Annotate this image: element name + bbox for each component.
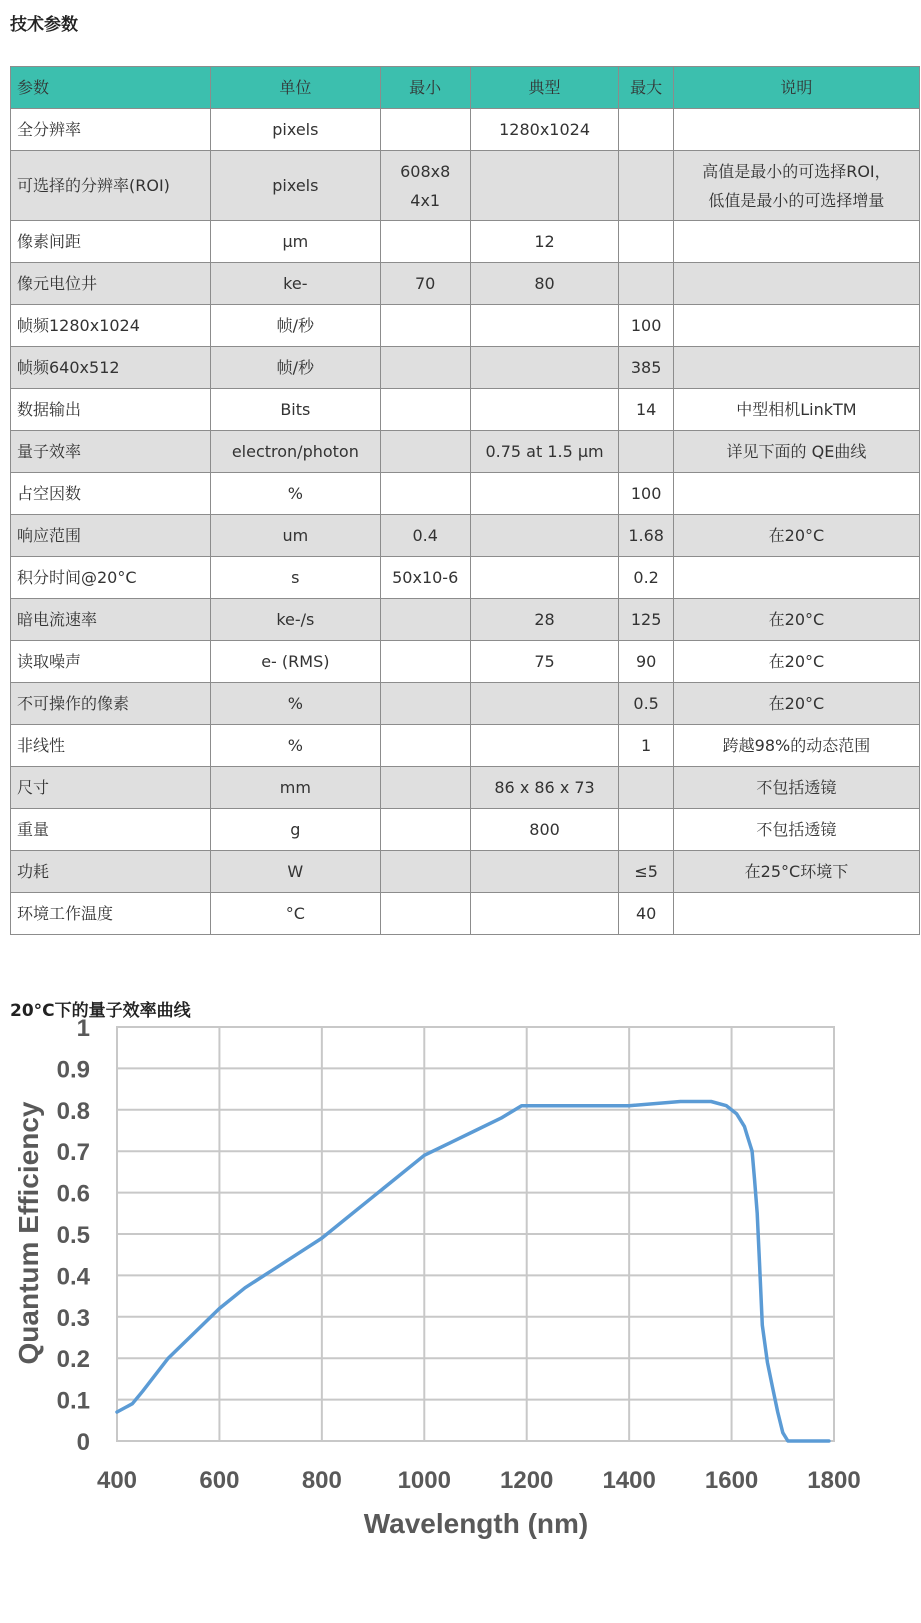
table-cell: 可选择的分辨率(ROI) bbox=[11, 151, 211, 221]
table-cell bbox=[380, 893, 470, 935]
table-cell bbox=[380, 599, 470, 641]
table-cell bbox=[673, 473, 919, 515]
table-cell bbox=[470, 893, 619, 935]
table-cell: 1280x1024 bbox=[470, 109, 619, 151]
table-body bbox=[11, 109, 920, 935]
header-max: 最大 bbox=[619, 67, 673, 109]
table-cell bbox=[380, 725, 470, 767]
table-cell: 不包括透镜 bbox=[673, 767, 919, 809]
table-cell: 高值是最小的可选择ROI， 低值是最小的可选择增量 bbox=[673, 151, 919, 221]
table-row bbox=[11, 263, 920, 305]
table-cell bbox=[619, 809, 673, 851]
table-cell bbox=[470, 725, 619, 767]
table-cell: 608x8 4x1 bbox=[380, 151, 470, 221]
table-cell: 重量 bbox=[11, 809, 211, 851]
table-cell bbox=[619, 151, 673, 221]
table-cell bbox=[470, 851, 619, 893]
table-cell: 90 bbox=[619, 641, 673, 683]
table-cell: 功耗 bbox=[11, 851, 211, 893]
table-row bbox=[11, 893, 920, 935]
table-cell: 100 bbox=[619, 473, 673, 515]
table-cell: 占空因数 bbox=[11, 473, 211, 515]
x-tick-label: 1200 bbox=[500, 1467, 554, 1494]
table-cell: 读取噪声 bbox=[11, 641, 211, 683]
table-cell bbox=[470, 557, 619, 599]
table-cell: 帧频1280x1024 bbox=[11, 305, 211, 347]
table-cell bbox=[380, 431, 470, 473]
table-cell: ke-/s bbox=[211, 599, 381, 641]
table-cell bbox=[470, 389, 619, 431]
table-cell: 28 bbox=[470, 599, 619, 641]
table-cell bbox=[380, 767, 470, 809]
table-cell: 不可操作的像素 bbox=[11, 683, 211, 725]
y-tick-label: 0.7 bbox=[56, 1139, 90, 1167]
table-cell: % bbox=[211, 473, 381, 515]
table-cell: 1 bbox=[619, 725, 673, 767]
table-cell: 详见下面的 QE曲线 bbox=[673, 431, 919, 473]
y-tick-label: 0.6 bbox=[56, 1180, 90, 1208]
table-row bbox=[11, 109, 920, 151]
y-tick-label: 0.2 bbox=[56, 1346, 90, 1374]
table-cell: 在25°C环境下 bbox=[673, 851, 919, 893]
table-row bbox=[11, 809, 920, 851]
table-row bbox=[11, 599, 920, 641]
table-cell bbox=[619, 109, 673, 151]
x-tick-label: 1000 bbox=[397, 1467, 451, 1494]
table-cell bbox=[673, 557, 919, 599]
table-cell: 在20°C bbox=[673, 515, 919, 557]
y-tick-label: 0.8 bbox=[56, 1097, 90, 1125]
table-cell bbox=[470, 683, 619, 725]
y-tick-label: 0 bbox=[76, 1429, 90, 1456]
table-row bbox=[11, 641, 920, 683]
table-cell: um bbox=[211, 515, 381, 557]
table-row bbox=[11, 767, 920, 809]
header-min: 最小 bbox=[380, 67, 470, 109]
table-cell: W bbox=[211, 851, 381, 893]
table-cell bbox=[380, 109, 470, 151]
table-header-row bbox=[11, 67, 920, 109]
table-cell bbox=[380, 809, 470, 851]
table-cell: 14 bbox=[619, 389, 673, 431]
x-tick-label: 400 bbox=[96, 1467, 138, 1494]
table-cell bbox=[380, 221, 470, 263]
table-cell bbox=[470, 515, 619, 557]
table-cell: 像元电位井 bbox=[11, 263, 211, 305]
table-cell bbox=[470, 347, 619, 389]
table-row bbox=[11, 347, 920, 389]
table-cell: 帧/秒 bbox=[211, 347, 381, 389]
table-row bbox=[11, 725, 920, 767]
y-tick-label: 0.1 bbox=[56, 1387, 90, 1415]
table-cell bbox=[380, 851, 470, 893]
x-tick-label: 1600 bbox=[704, 1467, 759, 1494]
table-cell: 在20°C bbox=[673, 683, 919, 725]
table-cell: ke- bbox=[211, 263, 381, 305]
header-note: 说明 bbox=[673, 67, 919, 109]
x-axis-label: Wavelength (nm) bbox=[363, 1508, 589, 1539]
table-cell: 385 bbox=[619, 347, 673, 389]
table-cell: 尺寸 bbox=[11, 767, 211, 809]
table-cell bbox=[470, 151, 619, 221]
table-row bbox=[11, 221, 920, 263]
table-cell bbox=[673, 221, 919, 263]
table-cell: 0.2 bbox=[619, 557, 673, 599]
table-cell: 50x10-6 bbox=[380, 557, 470, 599]
table-cell: pixels bbox=[211, 151, 381, 221]
table-cell: 跨越98%的动态范围 bbox=[673, 725, 919, 767]
table-cell: 12 bbox=[470, 221, 619, 263]
header-unit: 单位 bbox=[211, 67, 381, 109]
table-cell: Bits bbox=[211, 389, 381, 431]
x-tick-label: 1800 bbox=[807, 1467, 861, 1494]
table-cell: µm bbox=[211, 221, 381, 263]
table-cell: 1.68 bbox=[619, 515, 673, 557]
table-cell: 86 x 86 x 73 bbox=[470, 767, 619, 809]
table-cell: 100 bbox=[619, 305, 673, 347]
table-cell bbox=[380, 641, 470, 683]
table-cell bbox=[673, 347, 919, 389]
table-cell: 像素间距 bbox=[11, 221, 211, 263]
x-tick-labels bbox=[97, 1467, 861, 1494]
y-tick-label: 0.4 bbox=[56, 1263, 90, 1291]
table-cell: 数据输出 bbox=[11, 389, 211, 431]
x-tick-label: 800 bbox=[301, 1467, 342, 1494]
table-cell: 在20°C bbox=[673, 599, 919, 641]
table-row bbox=[11, 389, 920, 431]
table-cell: 0.75 at 1.5 µm bbox=[470, 431, 619, 473]
spec-table bbox=[10, 66, 920, 935]
table-cell: 0.5 bbox=[619, 683, 673, 725]
table-cell bbox=[380, 389, 470, 431]
table-row bbox=[11, 431, 920, 473]
table-cell: 暗电流速率 bbox=[11, 599, 211, 641]
table-cell: g bbox=[211, 809, 381, 851]
table-row bbox=[11, 515, 920, 557]
qe-series-line bbox=[117, 1102, 829, 1442]
table-cell: % bbox=[211, 725, 381, 767]
table-cell: 帧/秒 bbox=[211, 305, 381, 347]
table-cell: 环境工作温度 bbox=[11, 893, 211, 935]
chart-grid bbox=[117, 1027, 834, 1441]
table-cell: 70 bbox=[380, 263, 470, 305]
table-cell: 在20°C bbox=[673, 641, 919, 683]
page-title: 技术参数 bbox=[10, 15, 78, 35]
table-cell bbox=[380, 305, 470, 347]
table-cell bbox=[673, 109, 919, 151]
table-cell: s bbox=[211, 557, 381, 599]
table-cell: 0.4 bbox=[380, 515, 470, 557]
table-cell bbox=[673, 263, 919, 305]
table-cell: mm bbox=[211, 767, 381, 809]
table-cell: 非线性 bbox=[11, 725, 211, 767]
table-row bbox=[11, 151, 920, 221]
table-cell: 80 bbox=[470, 263, 619, 305]
table-cell bbox=[619, 431, 673, 473]
table-cell: °C bbox=[211, 893, 381, 935]
table-cell: 不包括透镜 bbox=[673, 809, 919, 851]
table-cell bbox=[673, 305, 919, 347]
table-cell: 帧频640x512 bbox=[11, 347, 211, 389]
y-tick-label: 0.5 bbox=[56, 1222, 90, 1249]
y-tick-label: 0.3 bbox=[56, 1304, 90, 1332]
table-row bbox=[11, 473, 920, 515]
header-typ: 典型 bbox=[470, 67, 619, 109]
table-cell: 响应范围 bbox=[11, 515, 211, 557]
table-cell: 全分辨率 bbox=[11, 109, 211, 151]
table-cell bbox=[619, 221, 673, 263]
table-cell: % bbox=[211, 683, 381, 725]
y-tick-labels bbox=[57, 1015, 91, 1456]
table-cell bbox=[380, 347, 470, 389]
table-cell bbox=[470, 473, 619, 515]
header-param: 参数 bbox=[11, 67, 211, 109]
table-cell: 75 bbox=[470, 641, 619, 683]
table-cell: e- (RMS) bbox=[211, 641, 381, 683]
table-cell bbox=[619, 767, 673, 809]
table-cell: 中型相机LinkTM bbox=[673, 389, 919, 431]
y-tick-label: 0.9 bbox=[56, 1056, 90, 1084]
table-cell: 125 bbox=[619, 599, 673, 641]
table-cell: 800 bbox=[470, 809, 619, 851]
table-cell: 40 bbox=[619, 893, 673, 935]
table-cell: ≤5 bbox=[619, 851, 673, 893]
table-row bbox=[11, 683, 920, 725]
chart-heading: 20°C下的量子效率曲线 bbox=[10, 1001, 191, 1021]
qe-chart bbox=[0, 1015, 880, 1556]
table-cell: pixels bbox=[211, 109, 381, 151]
table-cell bbox=[380, 683, 470, 725]
table-cell: 量子效率 bbox=[11, 431, 211, 473]
table-cell bbox=[619, 263, 673, 305]
table-row bbox=[11, 305, 920, 347]
x-tick-label: 1400 bbox=[602, 1467, 656, 1494]
y-tick-label: 1 bbox=[76, 1015, 90, 1042]
table-cell: 积分时间@20°C bbox=[11, 557, 211, 599]
table-cell: electron/photon bbox=[211, 431, 381, 473]
table-cell bbox=[470, 305, 619, 347]
table-cell bbox=[673, 893, 919, 935]
table-row bbox=[11, 557, 920, 599]
x-tick-label: 600 bbox=[199, 1467, 240, 1494]
table-row bbox=[11, 851, 920, 893]
table-cell bbox=[380, 473, 470, 515]
y-axis-label: Quantum Efficiency bbox=[13, 1101, 44, 1365]
